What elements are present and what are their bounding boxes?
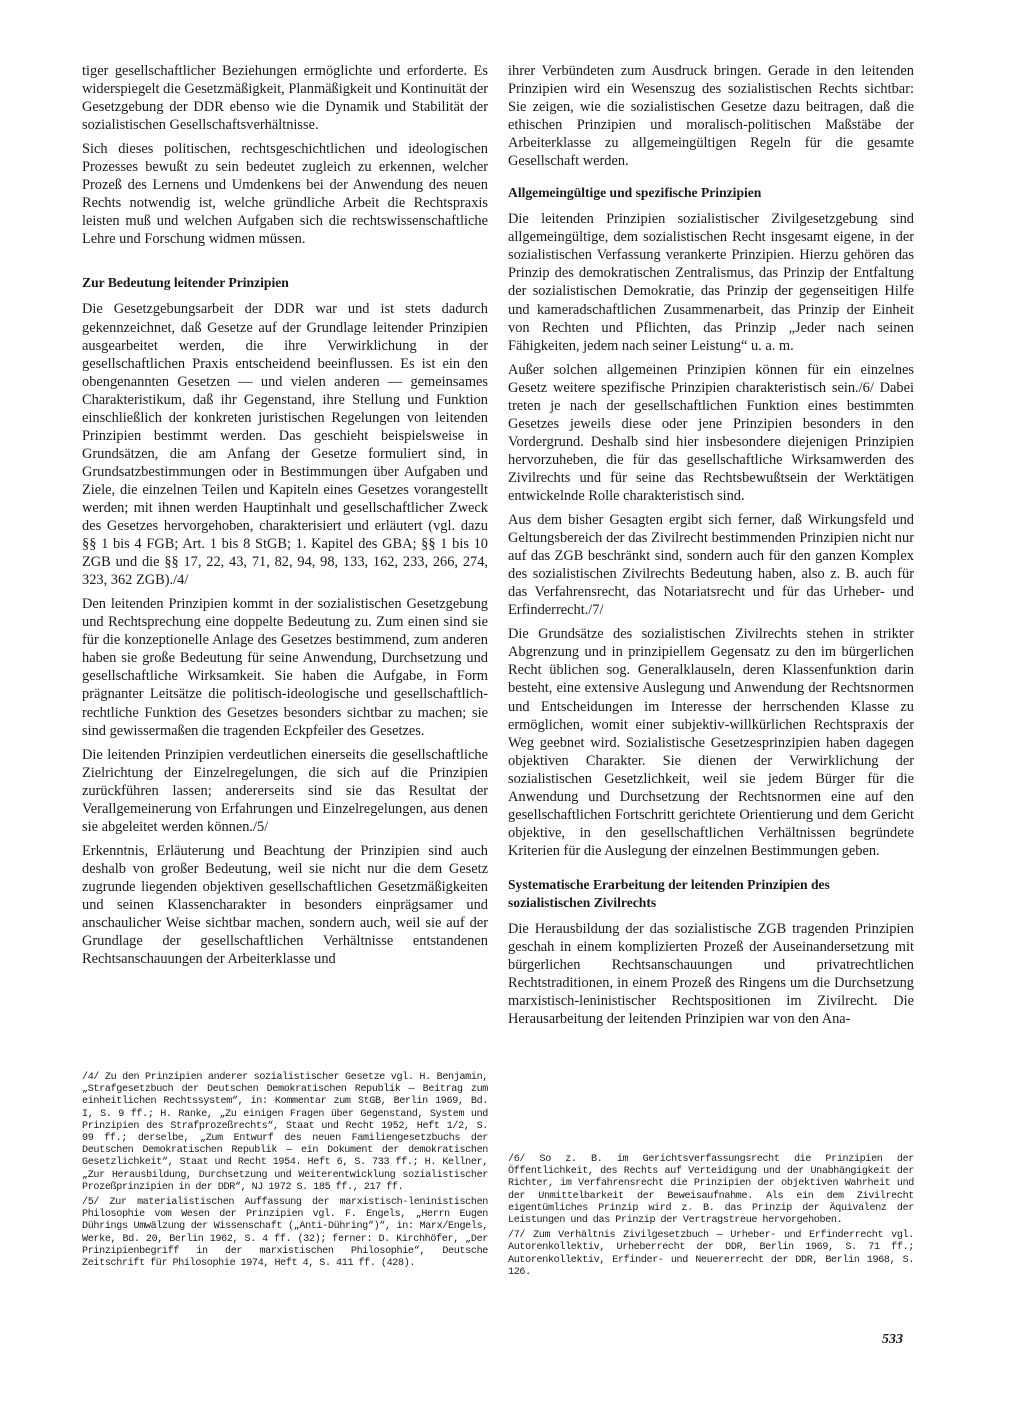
footnote: /7/ Zum Verhältnis Zivilgesetzbuch — Urheber- und Erfinderrecht vgl. Autorenkollektiv, Urheberrecht der DDR, Berlin 1969, S. 71 ff.; Autorenkollektiv, Erfinder- und Neuererrecht der DDR, Berlin 1968, S. 126. [508,1230,914,1278]
paragraph: Aus dem bisher Gesagten ergibt sich ferner, daß Wirkungsfeld und Geltungsbereich der das Zivilrecht bestimmenden Prinzipien nicht nur auf das ZGB beschränkt sind, sondern auch für den ganzen Komplex des sozialistischen Zivilrechts Bedeutung haben, also z. B. auch für das Verfahrensrecht, das Notariatsrecht und für das Urheber- und Erfinderrecht./7/ [508,512,914,619]
footnote: /4/ Zu den Prinzipien anderer sozialistischer Gesetze vgl. H. Benjamin, „Strafgesetzbuch der Deutschen Demokratischen Republik — Beitrag zum einheitlichen Rechtssystem“, in: Kommentar zum StGB, Berlin 1969, Bd. I, S. 9 ff.; H. Ranke, „Zu einigen Fragen über Gegenstand, System und Prinzipien des Strafprozeßrechts“, Staat und Recht 1952, Heft 1/2, S. 99 ff.; derselbe, „Zum Entwurf des neuen Familiengesetzbuchs der Deutschen Demokratischen Republik — ein Dokument der demokratischen Gesetzlichkeit“, Staat und Recht 1954. Heft 6, S. 733 ff.; H. Kellner, „Zur Herausbildung, Durchsetzung und Weiterentwicklung sozialistischer Prozeßprinzipien in der DDR“, NJ 1972 S. 185 ff., 217 ff. [82,1072,488,1193]
section-heading: Systematische Erarbeitung der leitenden Prinzipien des sozialistischen Zivilrechts [508,876,830,910]
section-heading: Zur Bedeutung leitender Prinzipien [82,275,289,291]
page-number: 533 [882,1332,903,1347]
paragraph: ihrer Verbündeten zum Ausdruck bringen. Gerade in den leitenden Prinzipien wird ein Wesenszug des sozialistischen Rechts sichtbar: Sie zeigen, wie die sozialistischen Gesetze dazu beitragen, daß die ethischen Prinzipien und moralisch-politischen Maßstäbe der Arbeiterklasse zu allgemeingültigen Regeln für die gesamte Gesellschaft werden. [508,63,914,170]
paragraph: Den leitenden Prinzipien kommt in der sozialistischen Gesetzgebung und Rechtsprechung eine doppelte Bedeutung zu. Zum einen sind sie für die konzeptionelle Anlage des Gesetzes bestimmend, zum anderen haben sie große Bedeutung für seine Anwendung, Durchsetzung und gesellschaftliche Wirksamkeit. Sie haben die Aufgabe, in Form prägnanter Leitsätze die politisch-ideologische und gesellschaftlich-rechtliche Funktion des Gesetzes besonders sichtbar zu machen; sie sind gewissermaßen die tragenden Eckpfeiler des Gesetzes. [82,596,488,739]
paragraph: tiger gesellschaftlicher Beziehungen ermöglichte und erforderte. Es widerspiegelt die Gesetzmäßigkeit, Planmäßigkeit und Kontinuität der Gesetzgebung der DDR ebenso wie die Dynamik und Stabilität der sozialistischen Gesellschaftsverhältnisse. [82,63,488,134]
paragraph: Erkenntnis, Erläuterung und Beachtung der Prinzipien sind auch deshalb von großer Bedeutung, weil sie nicht nur die dem Gesetz zugrunde liegenden objektiven gesellschaftlichen Gesetzmäßigkeiten und seinen Klassencharakter in besonders einprägsamer und anschaulicher Weise sichtbar machen, sondern auch, weil sie auf der Grundlage der gesellschaftlichen Verhältnisse entstandenen Rechtsanschauungen der Arbeiterklasse und [82,842,488,968]
left-column [82,62,488,974]
footnote: /6/ So z. B. im Gerichtsverfassungsrecht die Prinzipien der Öffentlichkeit, des Rechts auf Verteidigung und der Unabhängigkeit der Richter, im Verfahrensrecht die Prinzipien der objektiven Wahrheit und der Unmittelbarkeit der Beweisaufnahme. Als ein dem Zivilrecht eigentümliches Prinzip wird z. B. das Prinzip der Äquivalenz der Leistungen und das Prinzip der Vertragstreue hervorgehoben. [508,1154,914,1227]
left-footnotes [82,1072,488,1273]
right-footnotes [508,1154,914,1282]
paragraph: Außer solchen allgemeinen Prinzipien können für ein einzelnes Gesetz weitere spezifische Prinzipien charakteristisch sein./6/ Dabei treten je nach der gesellschaftlichen Funktion eines bestimmten Gesetzes jeweils diese oder jene Prinzipien besonders in den Vordergrund. Deshalb sind hier insbesondere diejenigen Prinzipien hervorzuheben, die für das gesellschaftliche Wirksamwerden des Zivilrechts und für seine das Rechtsbewußtsein der Werktätigen entwickelnde Rolle charakteristisch sind. [508,361,914,504]
paragraph: Sich dieses politischen, rechtsgeschichtlichen und ideologischen Prozesses bewußt zu sein bedeutet zugleich zu erkennen, welcher Prozeß des Lernens und Umdenkens bei der Anwendung des neuen Rechts notwendig ist, welche gründliche Arbeit die Rechtspraxis leisten muß und welchen Aufgaben sich die rechtswissenschaftliche Lehre und Forschung widmen müssen. [82,141,488,248]
right-column [508,62,914,1034]
paragraph: Die leitenden Prinzipien verdeutlichen einerseits die gesellschaftliche Zielrichtung der Einzelregelungen, die sich auf die Prinzipien zurückführen lassen; andererseits sind sie das Resultat der Verallgemeinerung von Erfahrungen und Einzelregelungen, aus denen sie abgeleitet werden können./5/ [82,746,488,835]
section-heading: Allgemeingültige und spezifische Prinzipien [508,185,762,201]
paragraph: Die Gesetzgebungsarbeit der DDR war und ist stets dadurch gekennzeichnet, daß Gesetze auf der Grundlage leitender Prinzipien ausgearbeitet werden, die ihre Verwirklichung in der gesellschaftlichen Praxis entscheidend beeinflussen. Es ist ein den obengenannten Gesetzen — und vielen anderen — gemeinsames Charakteristikum, daß ihr Gegenstand, ihre Stellung und Funktion einschließlich der konkreten juristischen Regelungen von leitenden Prinzipien bestimmt werden. Das geschieht beispielsweise in Grundsätzen, die am Anfang der Gesetze formuliert sind, in Grundsatzbestimmungen oder in Bestimmungen über Aufgaben und Ziele, die einzelnen Teilen und Kapiteln eines Gesetzes vorangestellt werden; mit ihnen werden Hauptinhalt und gesellschaftlicher Zweck des Gesetzes hervorgehoben, charakterisiert und erläutert (vgl. dazu §§ 1 bis 4 FGB; Art. 1 bis 8 StGB; 1. Kapitel des GBA; §§ 1 bis 10 ZGB und die §§ 17, 22, 43, 71, 82, 94, 98, 133, 162, 233, 266, 274, 323, 362 ZGB)./4/ [82,301,488,589]
paragraph: Die Grundsätze des sozialistischen Zivilrechts stehen in strikter Abgrenzung und in prinzipiellem Gegensatz zu den im bürgerlichen Recht üblichen sog. Generalklauseln, deren Klassenfunktion darin besteht, eine extensive Auslegung und Anwendung der Rechtsnormen und Entscheidungen im Interesse der herrschenden Klasse zu ermöglichen, womit einer subjektiv-willkürlichen Rechtspraxis der Weg geebnet wird. Sozialistische Gesetzesprinzipien haben dagegen objektiven Charakter. Sie dienen der Verwirklichung der sozialistischen Gesetzlichkeit, weil sie jedem Bürger für die Anwendung und Durchsetzung der Rechtsnormen eine auf den gesellschaftlichen Fortschritt gerichtete Orientierung und dem Gericht objektive, in den gesellschaftlichen Verhältnissen begründete Kriterien für die Auslegung der einzelnen Bestimmungen geben. [508,626,914,859]
footnote: /5/ Zur materialistischen Auffassung der marxistisch-leninistischen Philosophie vom Wesen der Prinzipien vgl. F. Engels, „Herrn Eugen Dührings Umwälzung der Wissenschaft („Anti-Dühring“)“, in: Marx/Engels, Werke, Bd. 20, Berlin 1962, S. 4 ff. (32); ferner: D. Kirchhöfer, „Der Prinzipienbegriff in der marxistischen Philosophie“, Deutsche Zeitschrift für Philosophie 1974, Heft 4, S. 411 ff. (428). [82,1197,488,1270]
paragraph: Die Herausbildung der das sozialistische ZGB tragenden Prinzipien geschah in einem komplizierten Prozeß der Auseinandersetzung mit bürgerlichen Rechtsanschauungen und privatrechtlichen Rechtstraditionen, in einem Prozeß des Ringens um die Durchsetzung marxistisch-leninistischer Rechtspositionen im Zivilrecht. Die Herausarbeitung der leitenden Prinzipien war von den Ana- [508,920,914,1028]
paragraph: Die leitenden Prinzipien sozialistischer Zivilgesetzgebung sind allgemeingültige, dem sozialistischen Recht insgesamt eigene, in der sozialistischen Verfassung verankerte Prinzipien. Hierzu gehören das Prinzip des demokratischen Zentralismus, das Prinzip der Entfaltung der sozialistischen Demokratie, das Prinzip der gegenseitigen Hilfe und kameradschaftlichen Zusammenarbeit, das Prinzip der Einheit von Rechten und Pflichten, das Prinzip „Jeder nach seinen Fähigkeiten, jedem nach seiner Leistung“ u. a. m. [508,211,914,354]
